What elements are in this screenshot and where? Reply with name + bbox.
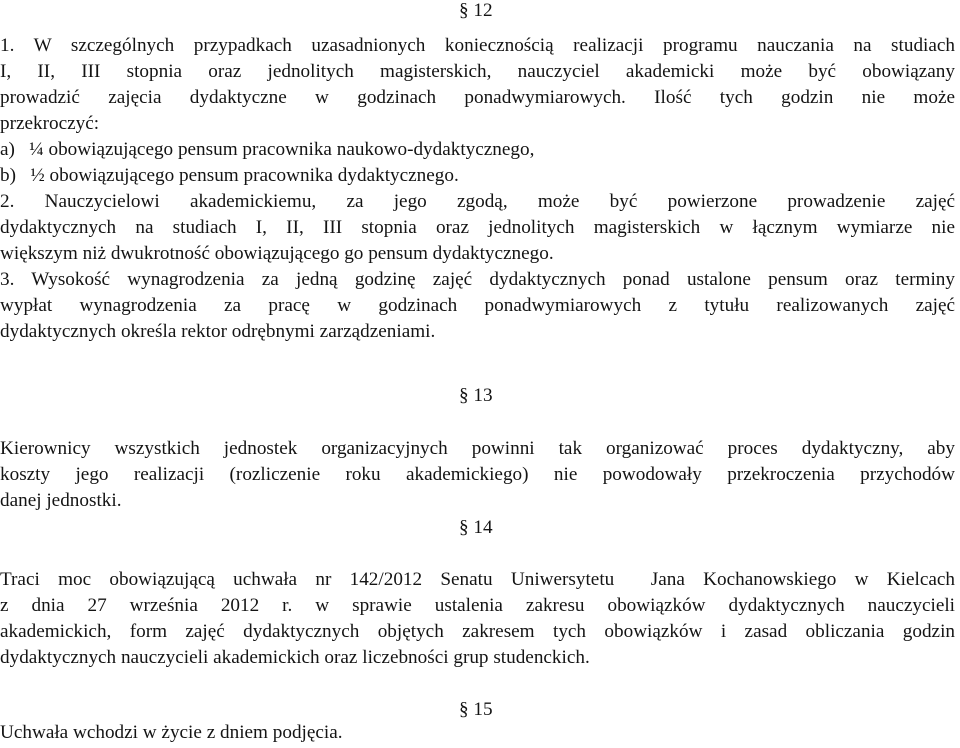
paragraph-line: większym niż dwukrotność obowiązującego go pensum dydaktycznego. xyxy=(0,243,554,264)
paragraph-line: akademickich, form zajęć dydaktycznych objętych zakresem tych obowiązków i zasad obliczania godzin xyxy=(0,621,955,642)
paragraph-line: wypłat wynagrodzenia za pracę w godzinach ponadwymiarowych z tytułu realizowanych zajęć xyxy=(0,295,955,316)
paragraph-line: Traci moc obowiązującą uchwała nr 142/2012 Senatu Uniwersytetu Jana Kochanowskiego w Kielcach xyxy=(0,569,955,590)
paragraph-line: dydaktycznych określa rektor odrębnymi zarządzeniami. xyxy=(0,321,436,342)
paragraph-line: Uchwała wchodzi w życie z dniem podjęcia. xyxy=(0,722,343,743)
paragraph-line: I, II, III stopnia oraz jednolitych magisterskich, nauczyciel akademicki może być obowiązany xyxy=(0,61,955,82)
paragraph-line: dydaktycznych nauczycieli akademickich oraz liczebności grup studenckich. xyxy=(0,647,590,668)
section-heading-14: § 14 xyxy=(459,517,493,538)
paragraph-line: prowadzić zajęcia dydaktyczne w godzinach ponadwymiarowych. Ilość tych godzin nie może xyxy=(0,87,955,108)
paragraph-line: 2. Nauczycielowi akademickiemu, za jego zgodą, może być powierzone prowadzenie zajęć xyxy=(0,191,955,212)
section-heading-12: § 12 xyxy=(459,0,493,21)
list-item-b: b) ½ obowiązującego pensum pracownika dydaktycznego. xyxy=(0,165,459,186)
paragraph-line: Kierownicy wszystkich jednostek organizacyjnych powinni tak organizować proces dydaktyczny, aby xyxy=(0,438,955,459)
list-item-a: a) ¼ obowiązującego pensum pracownika naukowo-dydaktycznego, xyxy=(0,139,535,160)
paragraph-line: z dnia 27 września 2012 r. w sprawie ustalenia zakresu obowiązków dydaktycznych nauczycieli xyxy=(0,595,955,616)
paragraph-line: 3. Wysokość wynagrodzenia za jedną godzinę zajęć dydaktycznych ponad ustalone pensum oraz terminy xyxy=(0,269,955,290)
section-heading-15: § 15 xyxy=(459,699,493,720)
paragraph-line: koszty jego realizacji (rozliczenie roku akademickiego) nie powodowały przekroczenia przychodów xyxy=(0,464,955,485)
paragraph-line: dydaktycznych na studiach I, II, III stopnia oraz jednolitych magisterskich w łącznym wymiarze nie xyxy=(0,217,955,238)
paragraph-line: 1. W szczególnych przypadkach uzasadnionych koniecznością realizacji programu nauczania na studiach xyxy=(0,35,955,56)
paragraph-line: przekroczyć: xyxy=(0,113,100,134)
paragraph-line: danej jednostki. xyxy=(0,490,122,511)
section-heading-13: § 13 xyxy=(459,385,493,406)
